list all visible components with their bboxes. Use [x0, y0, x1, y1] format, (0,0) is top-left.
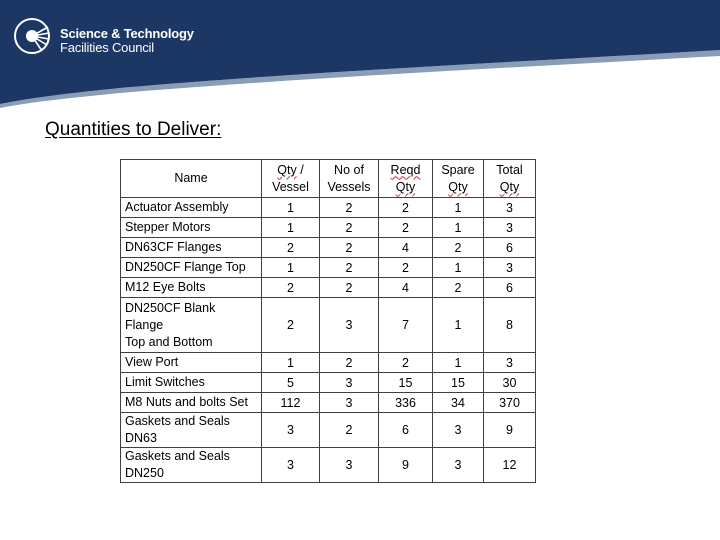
table-row [121, 413, 536, 448]
cell-no-of-vessels: 2 [320, 218, 379, 238]
cell-spare-qty: 2 [433, 238, 484, 258]
cell-name: Limit Switches [121, 373, 262, 393]
organization-name-line1: Science & Technology [60, 26, 194, 41]
cell-name: DN250CF Blank Flange Top and Bottom [121, 298, 262, 353]
cell-name: DN250CF Flange Top [121, 258, 262, 278]
cell-name: M12 Eye Bolts [121, 278, 262, 298]
column-header-total-qty: Total Qty [484, 160, 536, 198]
cell-no-of-vessels: 2 [320, 353, 379, 373]
cell-spare-qty: 1 [433, 258, 484, 278]
cell-spare-qty: 1 [433, 198, 484, 218]
table-row [121, 258, 536, 278]
cell-spare-qty: 15 [433, 373, 484, 393]
table-row [121, 218, 536, 238]
cell-qty-per-vessel: 112 [262, 393, 320, 413]
cell-reqd-qty: 15 [379, 373, 433, 393]
cell-no-of-vessels: 2 [320, 278, 379, 298]
cell-reqd-qty: 336 [379, 393, 433, 413]
table-row [121, 198, 536, 218]
cell-no-of-vessels: 3 [320, 393, 379, 413]
cell-no-of-vessels: 3 [320, 298, 379, 353]
cell-name: Gaskets and Seals DN250 [121, 448, 262, 483]
cell-total-qty: 30 [484, 373, 536, 393]
table-row [121, 238, 536, 258]
cell-no-of-vessels: 3 [320, 448, 379, 483]
table-row [121, 393, 536, 413]
table-header-row [121, 160, 536, 198]
table-row [121, 448, 536, 483]
cell-name: Actuator Assembly [121, 198, 262, 218]
cell-total-qty: 9 [484, 413, 536, 448]
cell-total-qty: 6 [484, 238, 536, 258]
cell-total-qty: 370 [484, 393, 536, 413]
table-row [121, 278, 536, 298]
table-row [121, 353, 536, 373]
column-header-reqd-qty: Reqd Qty [379, 160, 433, 198]
cell-spare-qty: 2 [433, 278, 484, 298]
cell-no-of-vessels: 2 [320, 258, 379, 278]
cell-qty-per-vessel: 1 [262, 218, 320, 238]
cell-qty-per-vessel: 2 [262, 298, 320, 353]
slide-title: Quantities to Deliver: [45, 119, 222, 140]
cell-reqd-qty: 6 [379, 413, 433, 448]
cell-name: Stepper Motors [121, 218, 262, 238]
cell-qty-per-vessel: 2 [262, 238, 320, 258]
header-banner [0, 0, 720, 110]
cell-no-of-vessels: 2 [320, 413, 379, 448]
column-header-qty-per-vessel: Qty / Vessel [262, 160, 320, 198]
cell-qty-per-vessel: 1 [262, 353, 320, 373]
cell-total-qty: 6 [484, 278, 536, 298]
cell-spare-qty: 3 [433, 413, 484, 448]
quantities-table [120, 159, 536, 483]
cell-total-qty: 12 [484, 448, 536, 483]
cell-spare-qty: 1 [433, 298, 484, 353]
cell-spare-qty: 34 [433, 393, 484, 413]
cell-total-qty: 3 [484, 218, 536, 238]
cell-spare-qty: 3 [433, 448, 484, 483]
cell-total-qty: 3 [484, 258, 536, 278]
stfc-logo-icon [12, 16, 52, 56]
cell-reqd-qty: 2 [379, 258, 433, 278]
column-header-spare-qty: Spare Qty [433, 160, 484, 198]
cell-total-qty: 3 [484, 353, 536, 373]
cell-spare-qty: 1 [433, 353, 484, 373]
cell-reqd-qty: 2 [379, 353, 433, 373]
cell-total-qty: 3 [484, 198, 536, 218]
cell-spare-qty: 1 [433, 218, 484, 238]
cell-name: View Port [121, 353, 262, 373]
cell-reqd-qty: 2 [379, 198, 433, 218]
table-row [121, 298, 536, 353]
cell-qty-per-vessel: 2 [262, 278, 320, 298]
column-header-no-of-vessels: No of Vessels [320, 160, 379, 198]
cell-qty-per-vessel: 1 [262, 258, 320, 278]
cell-total-qty: 8 [484, 298, 536, 353]
cell-no-of-vessels: 3 [320, 373, 379, 393]
cell-qty-per-vessel: 5 [262, 373, 320, 393]
cell-reqd-qty: 4 [379, 238, 433, 258]
cell-no-of-vessels: 2 [320, 238, 379, 258]
column-header-name: Name [121, 160, 262, 198]
organization-logo-text [60, 27, 194, 55]
cell-reqd-qty: 4 [379, 278, 433, 298]
cell-no-of-vessels: 2 [320, 198, 379, 218]
table-row [121, 373, 536, 393]
cell-name: Gaskets and Seals DN63 [121, 413, 262, 448]
cell-name: M8 Nuts and bolts Set [121, 393, 262, 413]
cell-qty-per-vessel: 3 [262, 448, 320, 483]
cell-qty-per-vessel: 1 [262, 198, 320, 218]
cell-name: DN63CF Flanges [121, 238, 262, 258]
cell-reqd-qty: 9 [379, 448, 433, 483]
cell-reqd-qty: 2 [379, 218, 433, 238]
cell-qty-per-vessel: 3 [262, 413, 320, 448]
cell-reqd-qty: 7 [379, 298, 433, 353]
organization-name-line2: Facilities Council [60, 40, 154, 55]
